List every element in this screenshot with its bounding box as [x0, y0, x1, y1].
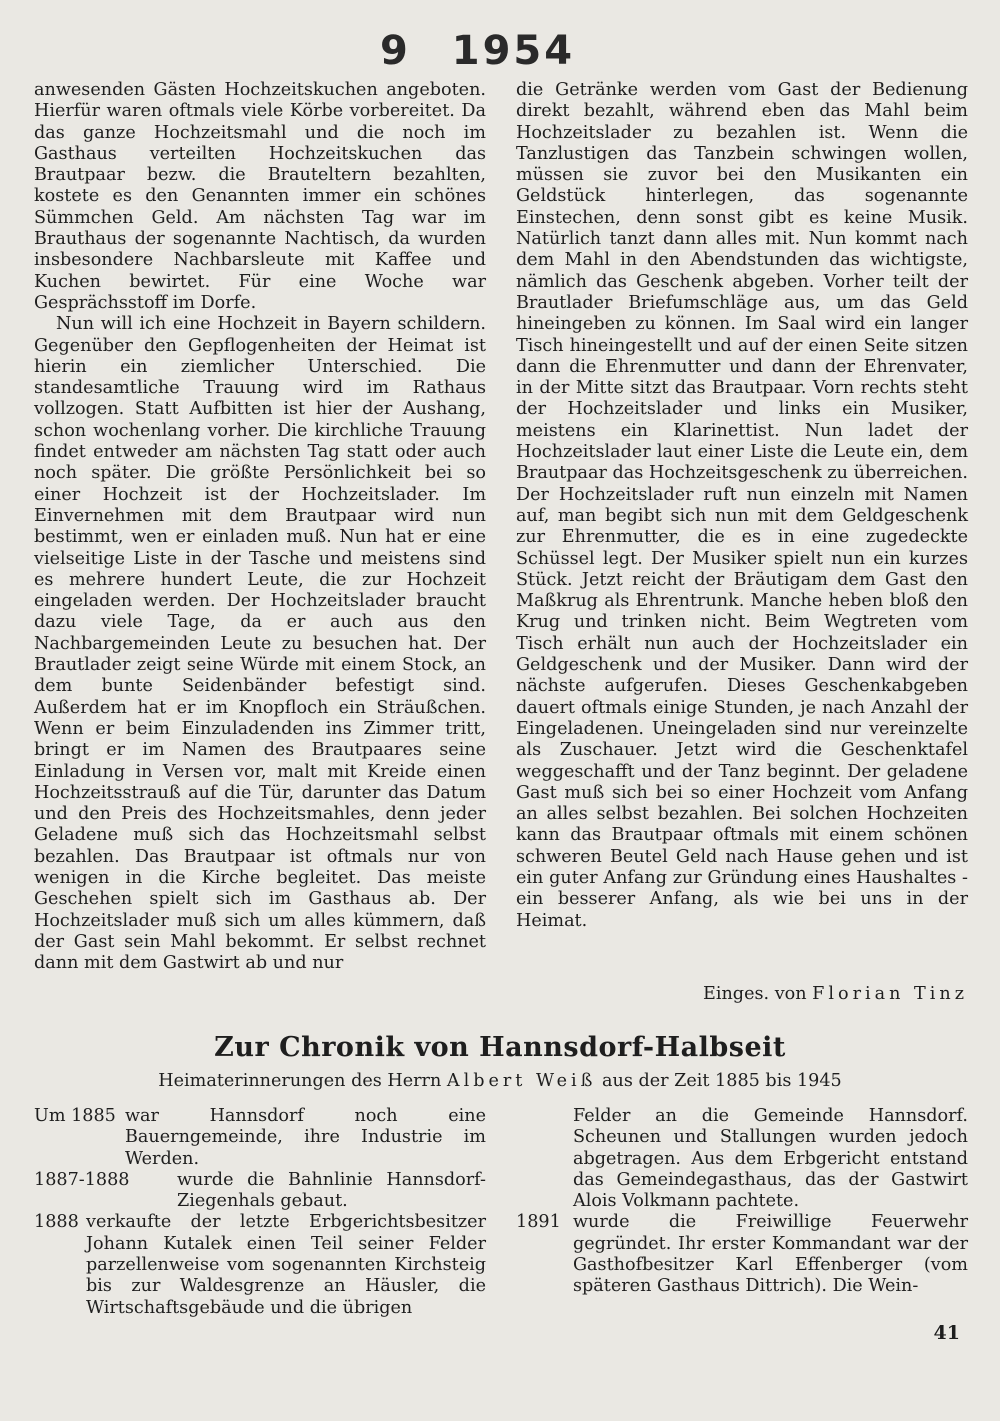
signature	[516, 984, 968, 1004]
page-number: 41	[933, 1322, 960, 1344]
chronicle-entry	[34, 1106, 486, 1170]
subtitle-after: aus der Zeit 1885 bis 1945	[602, 1071, 842, 1091]
signature-author: Florian Tinz	[812, 984, 968, 1004]
issue-stamp: 9 1954	[380, 28, 576, 74]
entry-year: 1888	[34, 1212, 79, 1233]
article-title: Zur Chronik von Hannsdorf-Halbseit	[214, 1032, 786, 1063]
subtitle-before: Heimaterinnerungen des Herrn	[158, 1071, 442, 1091]
left-column	[34, 80, 486, 974]
entry-year: 1891	[516, 1212, 561, 1233]
chronicle-left-column	[34, 1106, 486, 1319]
chronicle-entry	[516, 1212, 968, 1297]
entry-continuation: Felder an die Gemeinde Hannsdorf. Scheunen und Stallungen wurden jedoch abgetragen. Aus dem Erbgericht entstand das Gemeindegasthaus, das der Gastwirt Alois Volkmann pachtete.	[573, 1106, 968, 1212]
paragraph: anwesenden Gästen Hochzeitskuchen angeboten. Hierfür waren oftmals viele Körbe vorbereitet. Da das ganze Hochzeitsmahl und die noch im Gasthaus verteilten Hochzeitskuchen das Brautpaar bezw. die Brauteltern bezahlten, kostete es den Genannten immer ein schönes Sümmchen Geld. Am nächsten Tag war im Brauthaus der sogenannte Nachtisch, da wurden insbesondere Nachbarsleute mit Kaffee und Kuchen bewirtet. Für eine Woche war Gesprächsstoff im Dorfe.	[34, 80, 486, 313]
entry-text: wurde die Freiwillige Feuerwehr gegründet. Ihr erster Kommandant war der Gasthofbesitzer Karl Effenberger (vom späteren Gasthaus Dittrich). Die Wein-	[573, 1212, 968, 1297]
chronicle-entry	[34, 1170, 486, 1213]
paragraph: Nun will ich eine Hochzeit in Bayern schildern. Gegenüber den Gepflogenheiten der Heimat ist hierin ein ziemlicher Unterschied. Die standesamtliche Trauung wird im Rathaus vollzogen. Statt Aufbitten ist hier der Aushang, schon wochenlang vorher. Die kirchliche Trauung findet entweder am nächsten Tag statt oder auch noch später. Die größte Persönlichkeit bei so einer Hochzeit ist der Hochzeitslader. Im Einvernehmen mit dem Brautpaar wird nun bestimmt, wen er einladen muß. Nun hat er eine vielseitige Liste in der Tasche und meistens sind es mehrere hundert Leute, die zur Hochzeit eingeladen werden. Der Hochzeitslader braucht dazu viele Tage, da er auch aus den Nachbargemeinden Leute zu besuchen hat. Der Brautlader zeigt seine Würde mit einem Stock, an dem bunte Seidenbänder befestigt sind. Außerdem hat er im Knopfloch ein Sträußchen. Wenn er beim Einzuladenden ins Zimmer tritt, bringt er im Namen des Brautpaares seine Einladung in Versen vor, malt mit Kreide einen Hochzeitsstrauß auf die Tür, darunter das Datum und den Preis des Hochzeitsmahles, denn jeder Geladene muß sich das Hochzeitsmahl selbst bezahlen. Das Brautpaar ist oftmals nur von wenigen in die Kirche begleitet. Das meiste Geschehen spielt sich im Gasthaus ab. Der Hochzeitslader muß sich um alles kümmern, daß der Gast sein Mahl bekommt. Er selbst rechnet dann mit dem Gastwirt ab und nur	[34, 314, 486, 974]
entry-year: 1887-1888	[34, 1169, 130, 1190]
chronicle-right-column	[516, 1106, 968, 1298]
entry-text: verkaufte der letzte Erbgerichtsbesitzer Johann Kutalek einen Teil seiner Felder parzellenweise vom sogenannten Kirchsteig bis zur Waldesgrenze an Häusler, die Wirtschaftsgebäude und die übrigen	[86, 1212, 486, 1318]
subtitle-name: Albert Weiß	[446, 1071, 597, 1091]
entry-text: war Hannsdorf noch eine Bauerngemeinde, ihre Industrie im Werden.	[125, 1106, 486, 1169]
signature-prefix: Einges. von	[703, 984, 807, 1004]
paragraph: die Getränke werden vom Gast der Bedienung direkt bezahlt, während eben das Mahl beim Hochzeitslader zu bezahlen ist. Wenn die Tanzlustigen das Tanzbein schwingen wollen, müssen sie zuvor bei den Musikanten ein Geldstück hinterlegen, das sogenannte Einstechen, denn sonst gibt es keine Musik. Natürlich tanzt dann alles mit. Nun kommt nach dem Mahl in den Abendstunden das wichtigste, nämlich das Geschenk abgeben. Vorher teilt der Brautlader Briefumschläge aus, um das Geld hineingeben zu können. Im Saal wird ein langer Tisch hineingestellt und auf der einen Seite sitzen dann die Ehrenmutter und dann der Ehrenvater, in der Mitte sitzt das Brautpaar. Vorn rechts steht der Hochzeitslader und links ein Musiker, meistens ein Klarinettist. Nun ladet der Hochzeitslader laut einer Liste die Leute ein, dem Brautpaar das Hochzeitsgeschenk zu überreichen. Der Hochzeitslader ruft nun einzeln mit Namen auf, man begibt sich nun mit dem Geldgeschenk zur Ehrenmutter, die es in eine zugedeckte Schüssel legt. Der Musiker spielt nun ein kurzes Stück. Jetzt reicht der Bräutigam dem Gast den Maßkrug als Ehrentrunk. Manche heben bloß den Krug und trinken nicht. Beim Wegtreten vom Tisch erhält nun auch der Hochzeitslader ein Geldgeschenk und der Musiker. Dann wird der nächste aufgerufen. Dieses Geschenkabgeben dauert oftmals einige Stunden, je nach Anzahl der Eingeladenen. Uneingeladen sind nur vereinzelte als Zuschauer. Jetzt wird die Geschenktafel weggeschafft und der Tanz beginnt. Der geladene Gast muß sich bei so einer Hochzeit vom Anfang an alles selbst bezahlen. Bei solchen Hochzeiten kann das Brautpaar oftmals mit einem schönen schweren Beutel Geld nach Hause gehen und ist ein guter Anfang zur Gründung eines Haushaltes - ein besserer Anfang, als wie bei uns in der Heimat.	[516, 80, 968, 931]
right-column	[516, 80, 968, 932]
entry-text: wurde die Bahnlinie Hannsdorf-Ziegenhals gebaut.	[177, 1169, 486, 1212]
entry-year: Um 1885	[34, 1106, 116, 1126]
article-subtitle	[0, 1071, 1000, 1091]
chronicle-entry	[34, 1212, 486, 1318]
